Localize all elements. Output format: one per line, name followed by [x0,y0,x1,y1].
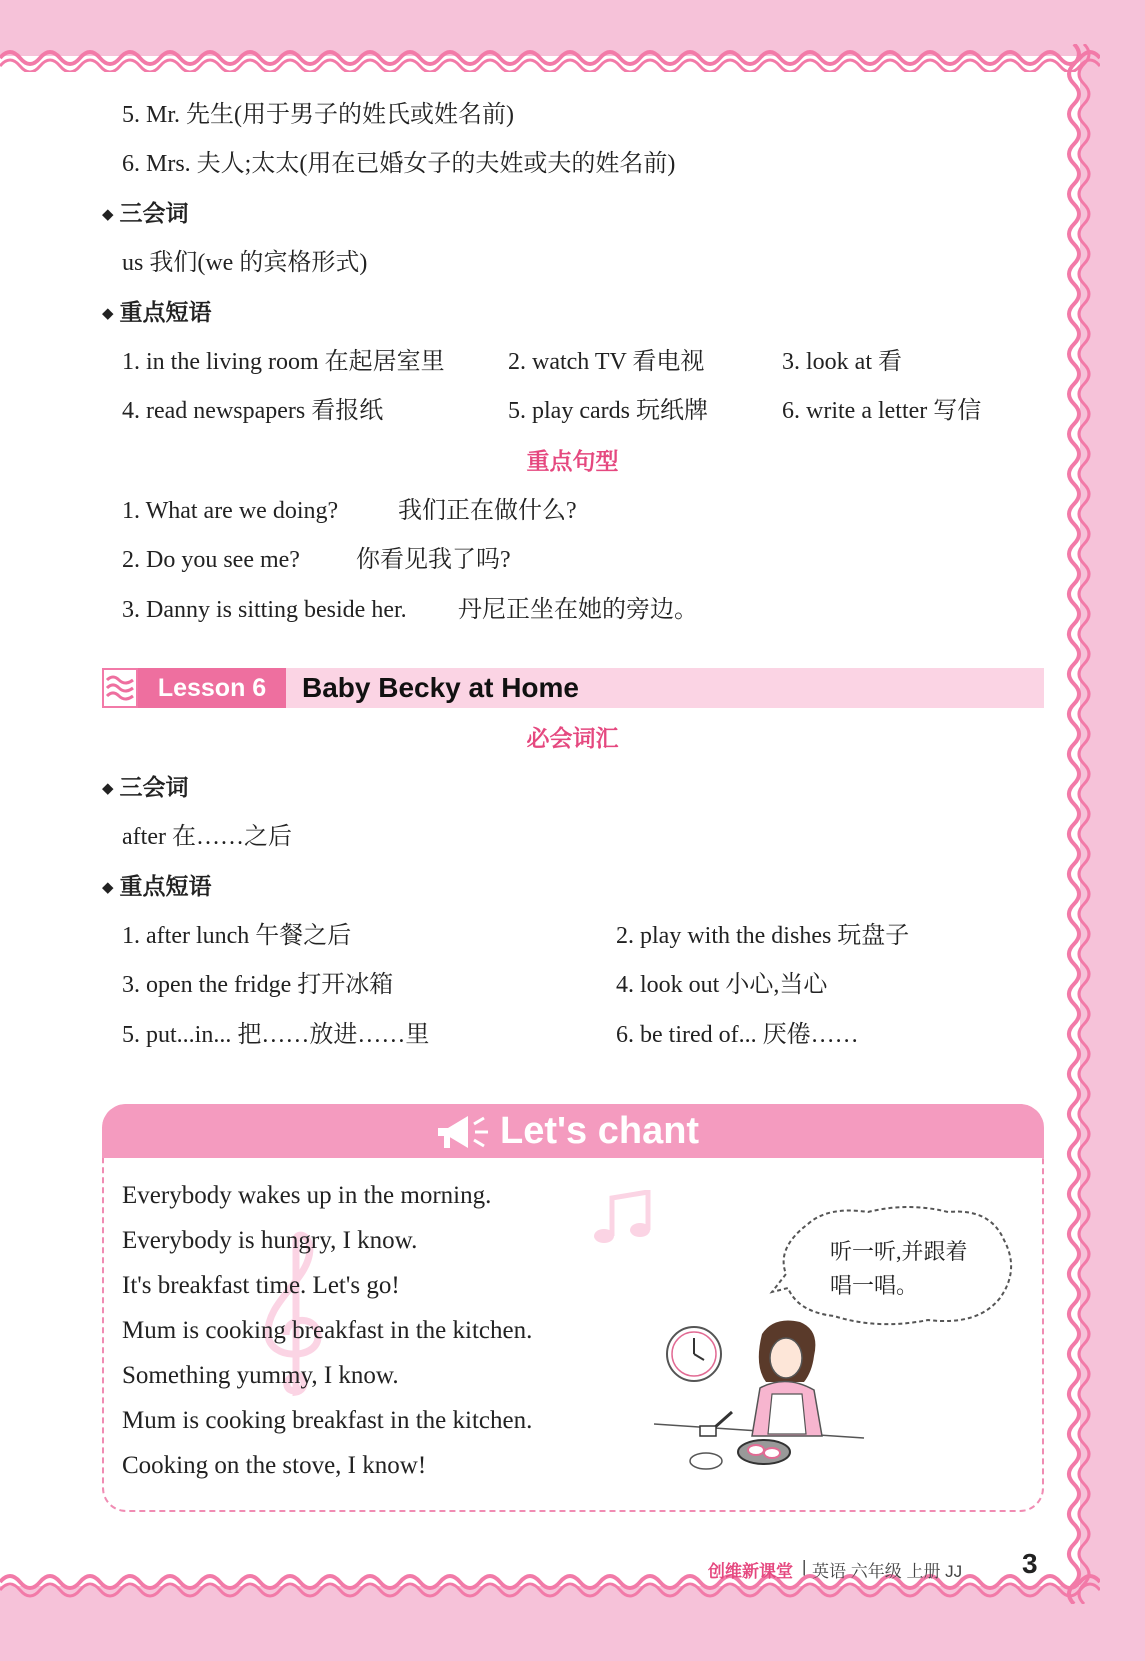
chant-line: Something yummy, I know. [122,1362,399,1389]
sentence-zh: 丹尼正坐在她的旁边。 [458,597,698,623]
sentence-en: 1. What are we doing? [122,498,339,524]
bubble-text: 听一听,并跟着 [830,1239,968,1264]
waves-icon [102,668,138,708]
phrase-item: 2. watch TV 看电视 [508,349,705,375]
phrase-item: 4. read newspapers 看报纸 [122,398,384,424]
sanhui-word: us 我们(we 的宾格形式) [122,250,368,276]
wavy-top-border [0,44,1100,72]
phrase-item: 1. in the living room 在起居室里 [122,349,445,375]
chant-title: Let's chant [500,1110,700,1152]
footer-info: 英语 六年级 上册 JJ [812,1562,963,1581]
lesson-tag: Lesson 6 [138,668,286,708]
sentence-en: 2. Do you see me? [122,547,300,573]
diamond-bullet-icon: ◆ [102,879,114,896]
chant-line: Everybody is hungry, I know. [122,1227,418,1254]
phrase-item: 1. after lunch 午餐之后 [122,923,352,949]
footer-divider: | [802,1557,807,1576]
chant-line: Cooking on the stove, I know! [122,1452,427,1479]
phrase-item: 5. put...in... 把……放进……里 [122,1022,430,1048]
phrase-item: 3. look at 看 [782,349,902,375]
phrase-item: 5. play cards 玩纸牌 [508,398,708,424]
chant-line: Everybody wakes up in the morning. [122,1182,492,1209]
sentence-en: 3. Danny is sitting beside her. [122,597,407,623]
bubble-text: 唱一唱。 [830,1273,919,1298]
phrase-item: 4. look out 小心,当心 [616,972,828,998]
diamond-bullet-icon: ◆ [102,780,114,797]
sentence-zh: 你看见我了吗? [356,547,511,573]
chant-line: Mum is cooking breakfast in the kitchen. [122,1317,533,1344]
section-heading-phrases: ◆ 重点短语 [102,299,212,325]
section-heading-phrases: ◆ 重点短语 [102,873,212,899]
music-note-icon [592,1190,654,1246]
chant-line: Mum is cooking breakfast in the kitchen. [122,1407,533,1434]
diamond-bullet-icon: ◆ [102,305,114,322]
phrase-item: 6. write a letter 写信 [782,398,982,424]
wavy-right-border [1062,44,1096,1604]
phrase-item: 6. be tired of... 厌倦…… [616,1022,859,1048]
vocab-heading: 必会词汇 [526,725,619,751]
section-heading-sanhui: ◆ 三会词 [102,774,189,800]
footer-brand: 创维新课堂 [708,1562,793,1581]
diamond-bullet-icon: ◆ [102,206,114,223]
page-number: 3 [1022,1548,1038,1579]
sanhui-word: after 在……之后 [122,824,292,850]
vocab-item-mr: 5. Mr. 先生(用于男子的姓氏或姓名前) [122,102,514,128]
section-heading-sanhui: ◆ 三会词 [102,200,189,226]
phrase-item: 2. play with the dishes 玩盘子 [616,923,910,949]
phrase-item: 3. open the fridge 打开冰箱 [122,972,394,998]
vocab-item-mrs: 6. Mrs. 夫人;太太(用在已婚女子的夫姓或夫的姓名前) [122,151,676,177]
chant-line: It's breakfast time. Let's go! [122,1272,400,1299]
megaphone-icon [434,1110,494,1154]
mum-cooking-illustration [654,1316,880,1476]
sentence-heading: 重点句型 [526,448,619,474]
sentence-zh: 我们正在做什么? [398,498,577,524]
lesson-title: Baby Becky at Home [302,672,580,703]
